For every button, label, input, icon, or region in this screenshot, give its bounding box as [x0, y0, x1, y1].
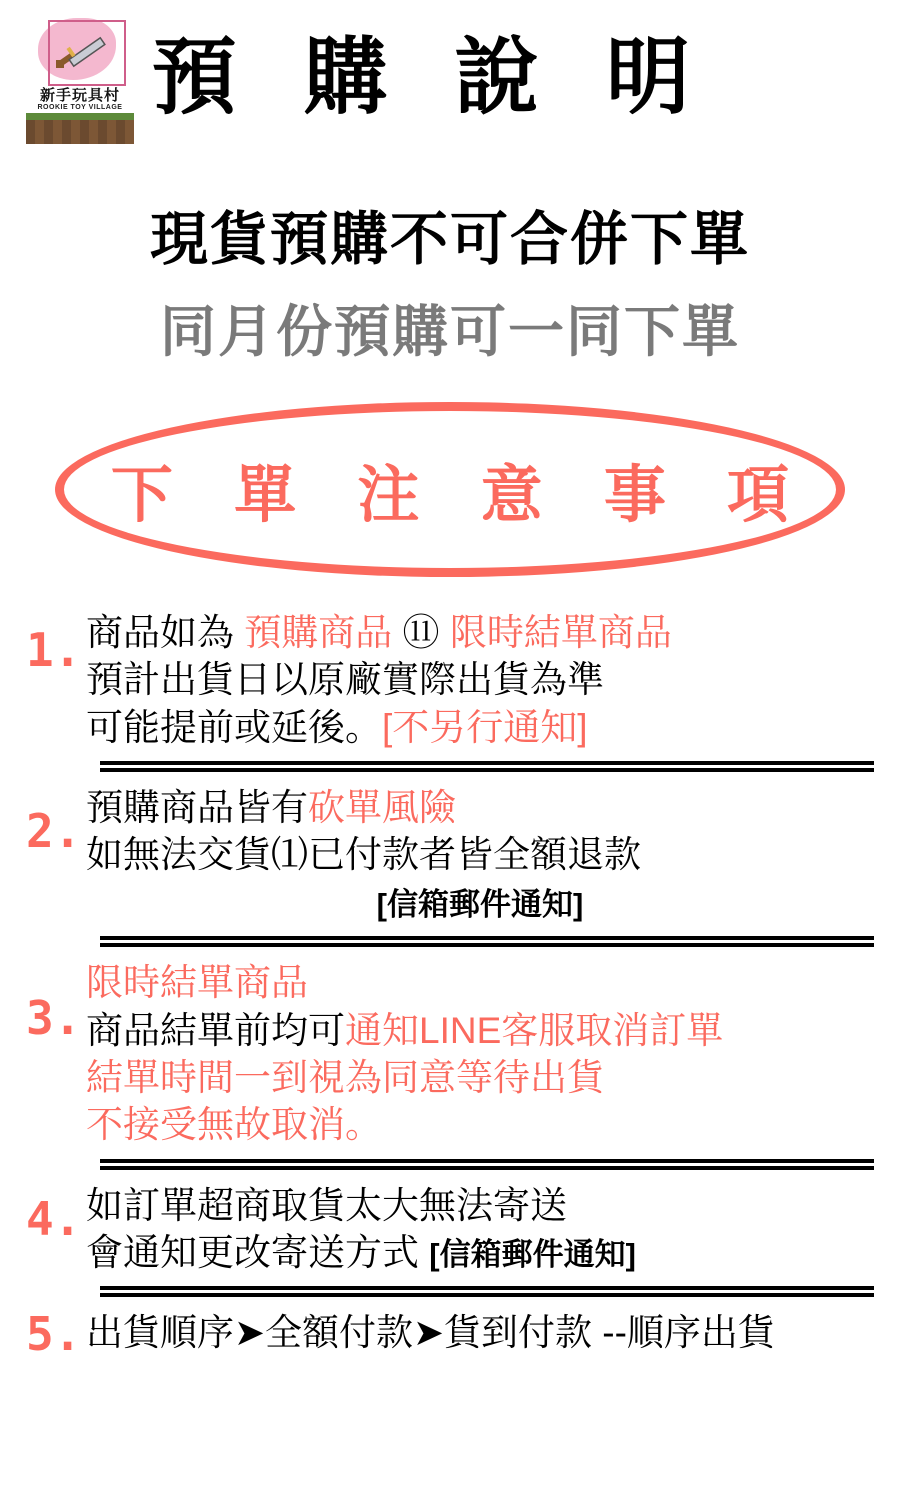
page-title: 預 購 說 明 — [152, 30, 713, 124]
rule-segment: ⑪ — [392, 612, 450, 653]
logo-brand-subname: ROOKIE TOY VILLAGE — [37, 104, 123, 111]
notice-banner-wrap — [0, 402, 900, 577]
rule-line — [86, 1229, 874, 1276]
rule-line — [86, 879, 874, 926]
rule-segment: 預計出貨日以原廠實際出貨為準 — [86, 659, 604, 701]
rule-segment: 結單時間一到視為同意等待出貨 — [86, 1056, 604, 1098]
rule-item — [26, 780, 874, 926]
rule-segment: 如無法交貨⑴已付款者皆全額退款 — [86, 834, 641, 876]
rule-segment: 限時結單商品 — [86, 962, 308, 1004]
rule-divider — [100, 936, 874, 947]
rule-segment: 商品如為 — [86, 612, 245, 653]
sword-icon — [54, 30, 116, 72]
rule-line — [86, 1054, 874, 1101]
rule-item — [26, 1305, 874, 1361]
rule-text — [86, 1305, 874, 1356]
rules-list — [0, 605, 900, 1361]
rule-segment: 不接受無故取消。 — [86, 1104, 382, 1146]
rule-segment: 出貨順序➤全額付款➤貨到付款 --順序出貨 — [86, 1312, 775, 1354]
page-header — [0, 0, 900, 140]
notice-banner — [55, 402, 845, 577]
subheading-secondary: 同月份預購可一同下單 — [160, 300, 740, 363]
rule-segment: 如訂單超商取貨太大無法寄送 — [86, 1184, 567, 1226]
rule-line — [86, 1182, 874, 1229]
logo-brand-name: 新手玩具村 — [39, 87, 120, 104]
rule-line — [86, 656, 874, 703]
rule-segment: 可能提前或延後。 — [86, 706, 382, 748]
rule-segment: 通知LINE客服取消訂單 — [345, 1009, 724, 1051]
rule-text — [86, 955, 874, 1148]
brand-logo — [18, 14, 136, 140]
rule-line — [86, 704, 874, 751]
rule-segment: [信箱郵件通知] — [429, 1236, 636, 1272]
rule-line — [86, 959, 874, 1006]
rule-line — [86, 1007, 874, 1054]
rule-segment: [不另行通知] — [382, 706, 588, 748]
subheading-primary: 現貨預購不可合併下單 — [149, 207, 750, 272]
rule-segment: 商品結單前均可 — [86, 1009, 345, 1051]
logo-ground-block — [26, 113, 134, 144]
rule-number: 2. — [26, 804, 82, 859]
rule-line — [86, 1101, 874, 1148]
rule-item — [26, 605, 874, 751]
rule-number: 3. — [26, 991, 82, 1046]
rule-item — [26, 1178, 874, 1277]
rule-text — [86, 605, 874, 751]
rule-text — [86, 780, 874, 926]
rule-line — [86, 1309, 874, 1356]
rule-number: 4. — [26, 1191, 82, 1246]
rule-segment: 預購商品 — [244, 612, 393, 653]
rule-segment: 會通知更改寄送方式 — [86, 1231, 430, 1273]
rule-line — [86, 784, 874, 831]
rule-divider — [100, 1286, 874, 1297]
rule-segment: 限時結單商品 — [449, 612, 672, 653]
rule-segment: 預購商品皆有 — [86, 787, 308, 829]
rule-item — [26, 955, 874, 1148]
rule-text — [86, 1178, 874, 1277]
rule-divider — [100, 761, 874, 772]
notice-banner-text: 下 單 注 意 事 項 — [110, 461, 812, 530]
rule-segment: 砍單風險 — [308, 787, 456, 829]
rule-number: 5. — [26, 1307, 82, 1362]
rule-segment: [信箱郵件通知] — [376, 886, 584, 922]
rule-divider — [100, 1159, 874, 1170]
rule-line — [86, 831, 874, 878]
rule-line — [86, 609, 874, 656]
rule-number: 1. — [26, 623, 82, 677]
